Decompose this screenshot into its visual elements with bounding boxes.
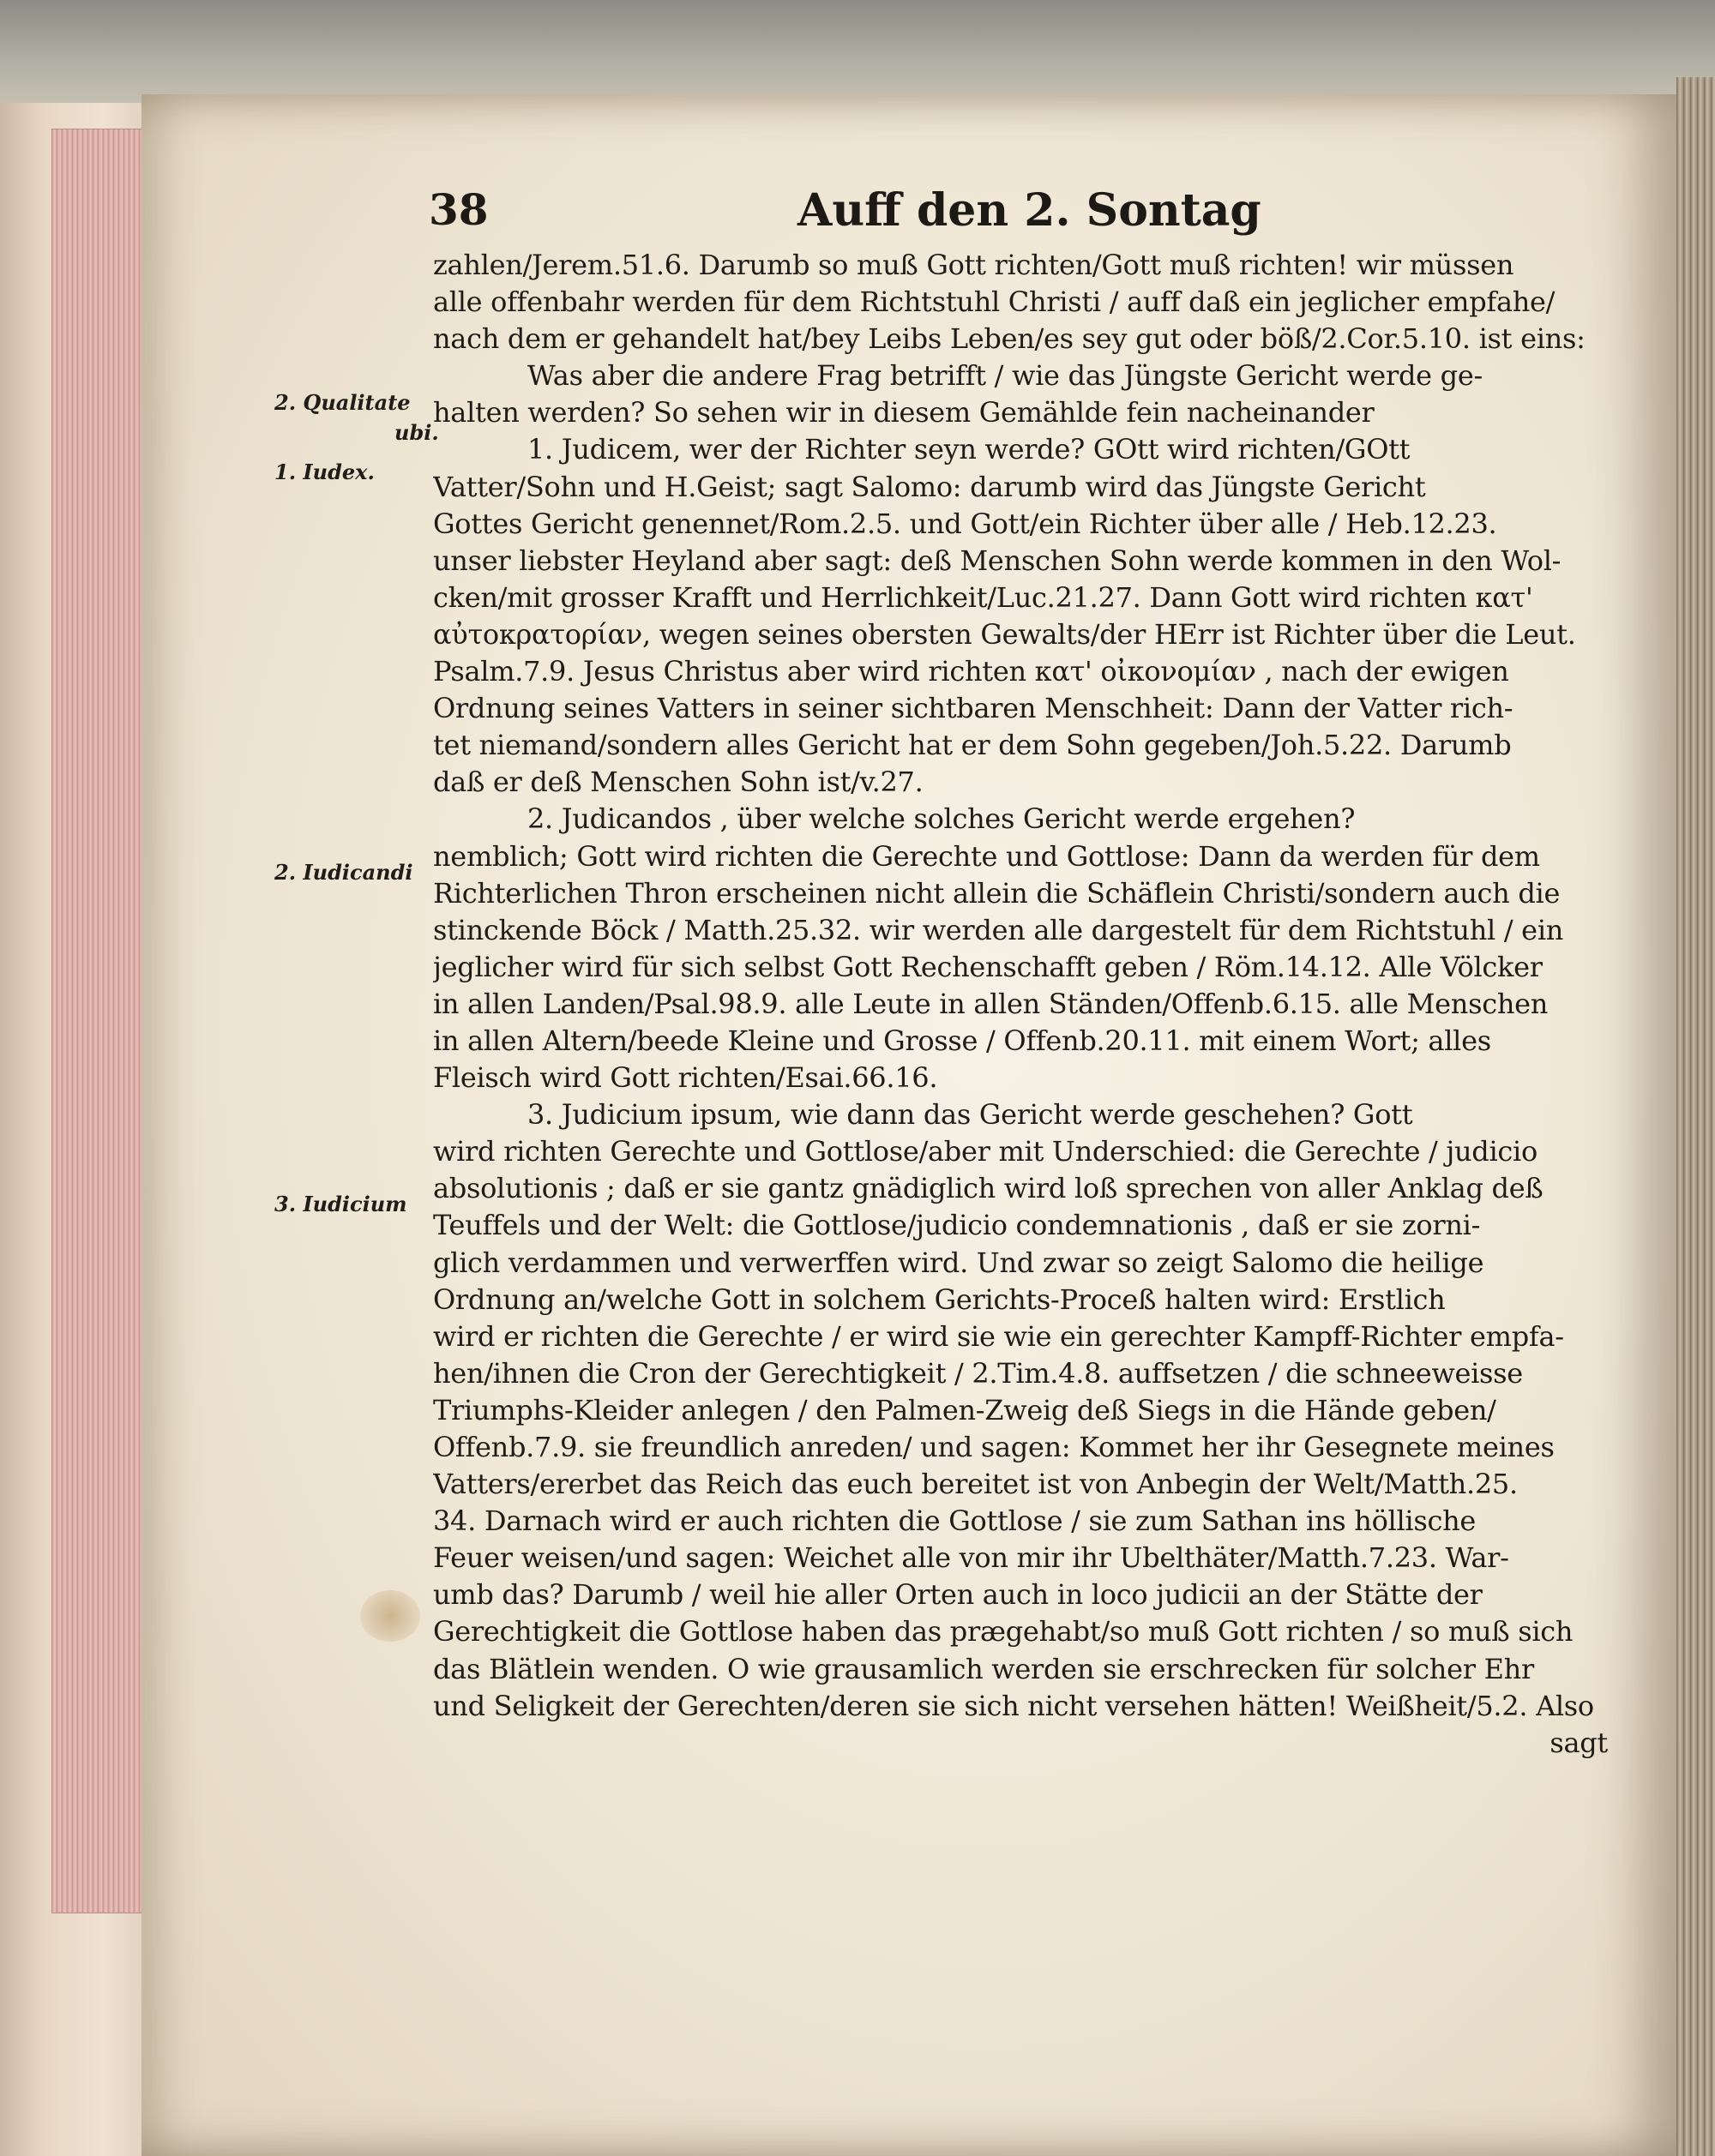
- catchword: sagt: [1550, 1726, 1608, 1759]
- page-fore-edge: [1676, 77, 1715, 2156]
- margin-note-iudicandi: 2. Iudicandi: [274, 860, 413, 885]
- text-line: 3. Judicium ipsum, wie dann das Gericht werde geschehen? Gott: [527, 1098, 1413, 1132]
- text-line: Gerechtigkeit die Gottlose haben das prægehabt/so muß Gott richten / so muß sich: [433, 1615, 1574, 1649]
- margin-note-ubi: ubi.: [394, 420, 439, 445]
- text-line: in allen Landen/Psal.98.9. alle Leute in allen Ständen/Offenb.6.15. alle Menschen: [433, 987, 1549, 1020]
- text-line: 34. Darnach wird er auch richten die Gottlose / sie zum Sathan ins höllische: [433, 1504, 1477, 1538]
- text-line: wird er richten die Gerechte / er wird sie wie ein gerechter Kampff-Richter empfa-: [433, 1319, 1564, 1353]
- text-line: Vatters/ererbet das Reich das euch bereitet ist von Anbegin der Welt/Matth.25.: [433, 1468, 1518, 1501]
- text-line: 1. Judicem, wer der Richter seyn werde? GOtt wird richten/GOtt: [527, 433, 1411, 466]
- text-line: das Blätlein wenden. O wie grausamlich werden sie erschrecken für solcher Ehr: [433, 1652, 1534, 1685]
- text-line: glich verdammen und verwerffen wird. Und zwar so zeigt Salomo die heilige: [433, 1246, 1484, 1279]
- text-line: hen/ihnen die Cron der Gerechtigkeit / 2.Tim.4.8. auffsetzen / die schneeweisse: [433, 1356, 1523, 1390]
- text-line: alle offenbahr werden für dem Richtstuhl Christi / auff daß ein jeglicher empfahe/: [433, 285, 1556, 319]
- text-line: nach dem er gehandelt hat/bey Leibs Leben/es sey gut oder böß/2.Cor.5.10. ist eins:: [433, 322, 1586, 356]
- paper-stain: [360, 1590, 420, 1642]
- text-line: 2. Judicandos , über welche solches Gericht werde ergehen?: [527, 802, 1356, 836]
- margin-note-iudicium: 3. Iudicium: [274, 1192, 407, 1216]
- text-line: Teuffels und der Welt: die Gottlose/judicio condemnationis , daß er sie zorni-: [433, 1209, 1481, 1242]
- text-line: halten werden? So sehen wir in diesem Gemählde fein nacheinander: [433, 396, 1375, 429]
- text-line: Richterlichen Thron erscheinen nicht allein die Schäflein Christi/sondern auch die: [433, 876, 1561, 910]
- body-text: [433, 247, 1608, 1762]
- text-line: wird richten Gerechte und Gottlose/aber mit Underschied: die Gerechte / judicio: [433, 1135, 1537, 1168]
- page-number: 38: [429, 184, 489, 235]
- text-line: stinckende Böck / Matth.25.32. wir werden alle dargestelt für dem Richtstuhl / ein: [433, 913, 1564, 946]
- text-line: und Seligkeit der Gerechten/deren sie sich nicht versehen hätten! Weißheit/5.2. Also: [433, 1689, 1594, 1722]
- text-line: daß er deß Menschen Sohn ist/v.27.: [433, 766, 924, 799]
- text-line: Fleisch wird Gott richten/Esai.66.16.: [433, 1061, 938, 1095]
- text-line: cken/mit grosser Krafft und Herrlichkeit/Luc.21.27. Dann Gott wird richten κατ': [433, 580, 1533, 614]
- margin-note-iudex: 1. Iudex.: [274, 459, 375, 484]
- text-line: Was aber die andere Frag betrifft / wie das Jüngste Gericht werde ge-: [527, 359, 1483, 393]
- text-line: Ordnung an/welche Gott in solchem Gerichts-Proceß halten wird: Erstlich: [433, 1282, 1446, 1316]
- text-line: umb das? Darumb / weil hie aller Orten auch in loco judicii an der Stätte der: [433, 1578, 1483, 1612]
- text-line: absolutionis ; daß er sie gantz gnädiglich wird loß sprechen von aller Anklag deß: [433, 1172, 1544, 1205]
- text-line: Feuer weisen/und sagen: Weichet alle von mir ihr Ubelthäter/Matth.7.23. War-: [433, 1541, 1509, 1575]
- running-head: Auff den 2. Sontag: [797, 184, 1261, 237]
- margin-note-qualitate: 2. Qualitate: [274, 390, 411, 415]
- text-line: unser liebster Heyland aber sagt: deß Menschen Sohn werde kommen in den Wol-: [433, 544, 1562, 577]
- text-line: Gottes Gericht genennet/Rom.2.5. und Gott/ein Richter über alle / Heb.12.23.: [433, 507, 1497, 540]
- text-line: nemblich; Gott wird richten die Gerechte und Gottlose: Dann da werden für dem: [433, 839, 1540, 873]
- text-line: in allen Altern/beede Kleine und Grosse / Offenb.20.11. mit einem Wort; alles: [433, 1024, 1491, 1057]
- text-line: Triumphs-Kleider anlegen / den Palmen-Zweig deß Siegs in die Hände geben/: [433, 1393, 1496, 1426]
- text-line: Psalm.7.9. Jesus Christus aber wird richten κατ' οἰκονομίαν , nach der ewigen: [433, 655, 1509, 688]
- page-stack-edge: [51, 129, 147, 1913]
- page-header: [429, 184, 1604, 244]
- text-line: jeglicher wird für sich selbst Gott Rechenschafft geben / Röm.14.12. Alle Völcker: [433, 950, 1543, 983]
- text-line: Ordnung seines Vatters in seiner sichtbaren Menschheit: Dann der Vatter rich-: [433, 692, 1513, 725]
- text-line: αὐτοκρατορίαν, wegen seines obersten Gewalts/der HErr ist Richter über die Leut.: [433, 617, 1576, 651]
- text-line: Offenb.7.9. sie freundlich anreden/ und sagen: Kommet her ihr Gesegnete meines: [433, 1431, 1555, 1463]
- text-line: tet niemand/sondern alles Gericht hat er dem Sohn gegeben/Joh.5.22. Darumb: [433, 729, 1512, 762]
- text-line: Vatter/Sohn und H.Geist; sagt Salomo: darumb wird das Jüngste Gericht: [433, 470, 1426, 503]
- text-line: zahlen/Jerem.51.6. Darumb so muß Gott richten/Gott muß richten! wir müssen: [433, 249, 1514, 281]
